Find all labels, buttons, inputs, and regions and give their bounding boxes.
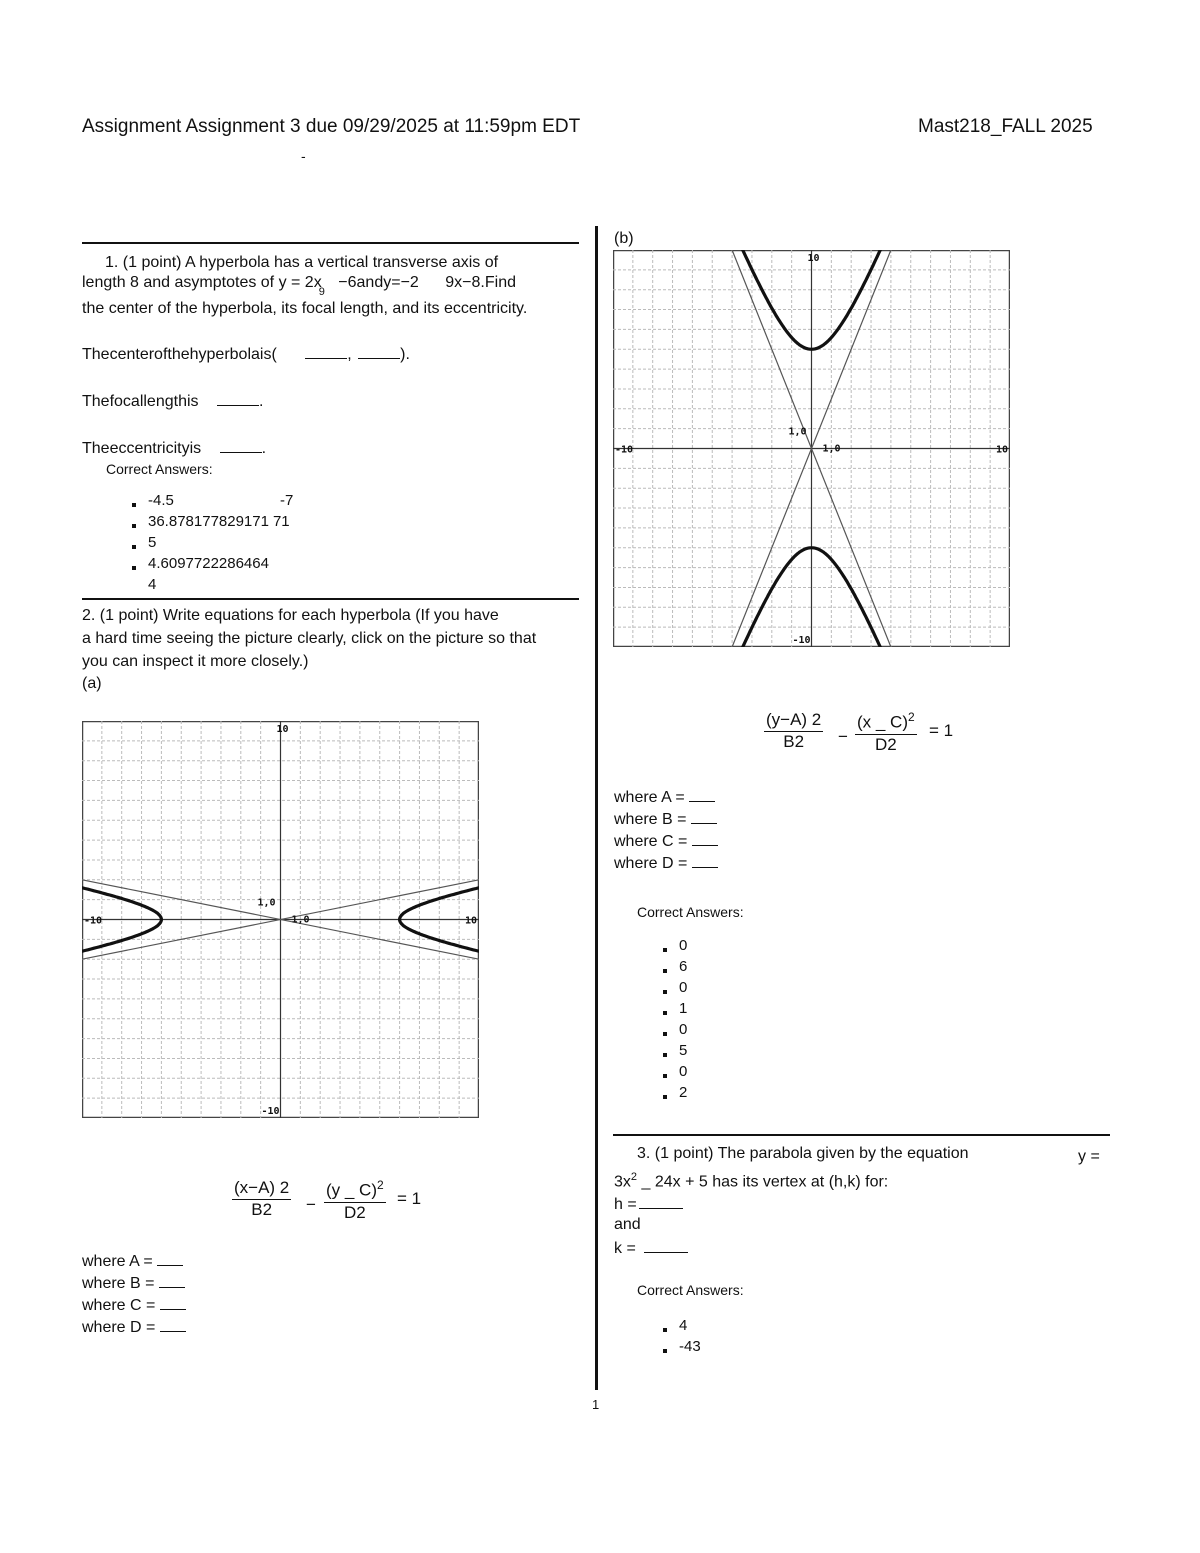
q3-k-row: k = bbox=[614, 1238, 688, 1260]
q1-ecc-row: Theeccentricityis . bbox=[82, 440, 267, 457]
q3-line2: $3x^2$ _ 24x + 5 has its vertex at (h,k) for: bbox=[614, 1171, 889, 1191]
eccentricity-input[interactable] bbox=[220, 438, 262, 453]
page-number: 1 bbox=[592, 1397, 600, 1412]
label-y-min: -10 bbox=[261, 1106, 280, 1117]
q3-rule bbox=[613, 1134, 1110, 1136]
k-input[interactable] bbox=[644, 1238, 688, 1253]
q2-line2: a hard time seeing the picture clearly, click on the picture so that bbox=[82, 630, 537, 647]
input-a-D[interactable] bbox=[160, 1317, 186, 1332]
where-a-list: where A = where B = where C = where D = bbox=[82, 1251, 186, 1339]
list-item: 5 bbox=[659, 1040, 687, 1061]
q3-and: and bbox=[614, 1216, 641, 1233]
where-b-list: where A = where B = where C = where D = bbox=[614, 787, 718, 875]
label-y-max: 10 bbox=[807, 253, 820, 264]
graph-b[interactable] bbox=[613, 250, 1010, 647]
list-item: -43 bbox=[659, 1336, 701, 1357]
graph-a[interactable] bbox=[82, 721, 479, 1118]
eq-a-rhs: = 1 bbox=[397, 1189, 422, 1208]
q2-rule bbox=[82, 598, 579, 600]
list-item: 4.6097722286464 bbox=[128, 553, 290, 574]
label-origin: 1,0 bbox=[822, 443, 841, 455]
eq-a-term1: $\frac{(x-A) 2}{B2}$ bbox=[234, 1178, 290, 1219]
list-item: -4.5 -7 bbox=[128, 490, 290, 511]
eq-b-term2: $\frac{(x \_ C)^2}{D2}$ bbox=[857, 710, 915, 754]
center-k-input[interactable] bbox=[358, 344, 400, 359]
list-item: 4 bbox=[659, 1315, 701, 1336]
list-item: 0 bbox=[659, 1061, 687, 1082]
input-b-D[interactable] bbox=[692, 853, 718, 868]
q2-line3: you can inspect it more closely.) bbox=[82, 653, 309, 670]
list-item: 5 bbox=[128, 532, 290, 553]
q2-part-b: (b) bbox=[614, 230, 634, 247]
eq-b-minus: − bbox=[838, 727, 848, 746]
list-item: 36.878177829171 71 bbox=[128, 511, 290, 532]
label-center: 1,0 bbox=[257, 897, 276, 909]
eq-b-rhs: = 1 bbox=[929, 721, 954, 740]
list-item: 1 bbox=[659, 998, 687, 1019]
q2-correct-label: Correct Answers: bbox=[637, 904, 744, 920]
course-name: Mast218_FALL 2025 bbox=[918, 116, 1093, 137]
input-b-C[interactable] bbox=[692, 831, 718, 846]
q1-correct-label: Correct Answers: bbox=[106, 461, 213, 477]
list-item: 4 bbox=[148, 576, 157, 593]
input-a-A[interactable] bbox=[157, 1251, 183, 1266]
label-y-min: -10 bbox=[792, 635, 811, 646]
label-x-max: 10 bbox=[995, 444, 1008, 456]
input-b-B[interactable] bbox=[691, 809, 717, 824]
eq-a-term2: $\frac{(y \_ C)^2}{D2}$ bbox=[326, 1178, 384, 1222]
input-b-A[interactable] bbox=[689, 787, 715, 802]
header-dash: - bbox=[301, 148, 306, 164]
list-item: 0 bbox=[659, 977, 687, 998]
list-item: 0 bbox=[659, 935, 687, 956]
label-origin: 1,0 bbox=[291, 914, 310, 926]
focal-length-input[interactable] bbox=[217, 391, 259, 406]
q1-rule bbox=[82, 242, 579, 244]
q2-part-a: (a) bbox=[82, 675, 102, 692]
assignment-title: Assignment Assignment 3 due 09/29/2025 at 11:59pm EDT bbox=[82, 116, 581, 137]
q3-y-eq: y = bbox=[1078, 1148, 1100, 1165]
label-x-min: -10 bbox=[615, 444, 634, 456]
label-y-max: 10 bbox=[276, 724, 289, 735]
q3-line1: 3. (1 point) The parabola given by the equation bbox=[637, 1145, 969, 1162]
input-a-B[interactable] bbox=[159, 1273, 185, 1288]
q3-correct-label: Correct Answers: bbox=[637, 1282, 744, 1298]
list-item: 0 bbox=[659, 1019, 687, 1040]
q1-center-row: Thecenterofthehyperbolais( , ). bbox=[82, 346, 410, 363]
q1-line3: the center of the hyperbola, its focal length, and its eccentricity. bbox=[82, 300, 528, 317]
q1-line2: length 8 and asymptotes of $y = 2x_9$ −6andy=−2 9x−8.Find bbox=[82, 274, 516, 298]
label-center: 1,0 bbox=[788, 426, 807, 438]
label-x-max: 10 bbox=[464, 915, 477, 927]
eq-b-term1: $\frac{(y-A) 2}{B2}$ bbox=[766, 710, 822, 751]
q3-answers bbox=[659, 1315, 701, 1357]
list-item: 2 bbox=[659, 1082, 687, 1103]
q1-focal-row: Thefocallengthis . bbox=[82, 393, 264, 410]
q2-line1: 2. (1 point) Write equations for each hyperbola (If you have bbox=[82, 607, 499, 624]
center-h-input[interactable] bbox=[305, 344, 347, 359]
eq-a-minus: − bbox=[306, 1195, 316, 1214]
list-item: 6 bbox=[659, 956, 687, 977]
label-x-min: -10 bbox=[84, 915, 103, 927]
input-a-C[interactable] bbox=[160, 1295, 186, 1310]
q1-answers bbox=[128, 490, 294, 595]
q3-h-row: h = bbox=[614, 1194, 683, 1216]
q1-line1: 1. (1 point) A hyperbola has a vertical transverse axis of bbox=[105, 254, 499, 271]
h-input[interactable] bbox=[639, 1194, 683, 1209]
column-divider bbox=[595, 226, 598, 1390]
q2-answers bbox=[659, 935, 687, 1103]
